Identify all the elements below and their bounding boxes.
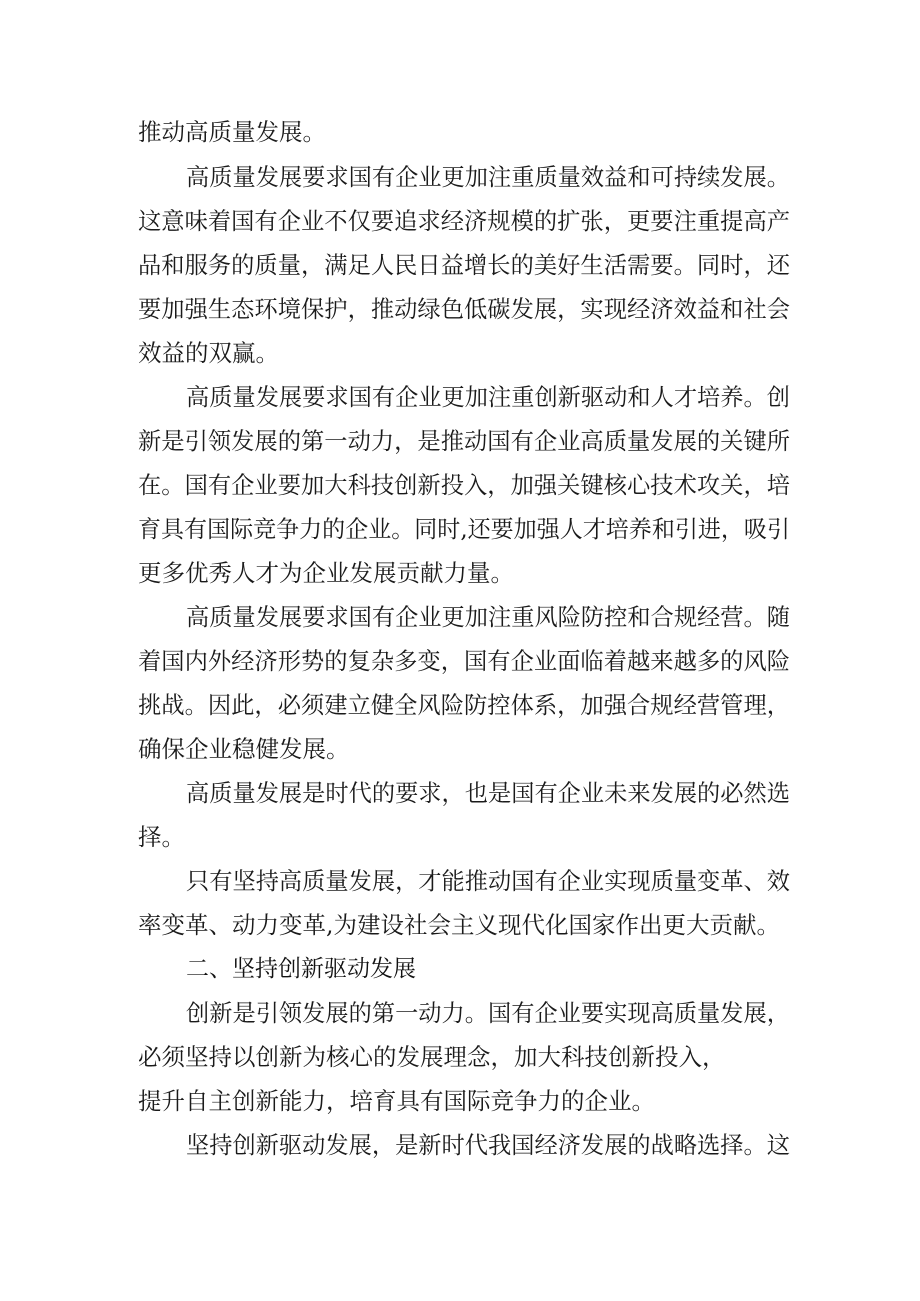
line-text: 择。	[138, 823, 185, 851]
paragraph-line	[0, 1035, 920, 1079]
line-text: 提升自主创新能力，培育具有国际竞争力的企业。	[138, 1087, 655, 1115]
line-text: 必须坚持以创新为核心的发展理念，加大科技创新投入，	[138, 1043, 726, 1071]
line-text: 只有坚持高质量发展，才能推动国有企业实现质量变革、效	[186, 867, 790, 895]
paragraph-line	[0, 155, 920, 199]
paragraph-line	[0, 419, 920, 463]
paragraph-line	[0, 110, 920, 154]
line-text: 坚持创新驱动发展，是新时代我国经济发展的战略选择。这	[186, 1131, 790, 1159]
paragraph-line	[0, 903, 920, 947]
line-text: 更多优秀人才为企业发展贡献力量。	[138, 559, 514, 587]
paragraph-line	[0, 595, 920, 639]
paragraph-line	[0, 287, 920, 331]
section-heading-text: 二、坚持创新驱动发展	[186, 956, 416, 982]
paragraph-line	[0, 551, 920, 595]
paragraph-line	[0, 375, 920, 419]
paragraph-line	[0, 507, 920, 551]
line-text: 育具有国际竞争力的企业。同时,还要加强人才培养和引进，吸引	[138, 515, 790, 543]
paragraph-line	[0, 639, 920, 683]
paragraph-line	[0, 1079, 920, 1123]
line-text: 在。国有企业要加大科技创新投入，加强关键核心技术攻关，培	[138, 471, 791, 499]
line-text: 品和服务的质量，满足人民日益增长的美好生活需要。同时，还	[138, 251, 791, 279]
paragraph-line	[0, 243, 920, 287]
paragraph-line	[0, 727, 920, 771]
paragraph-line	[0, 199, 920, 243]
line-text: 率变革、动力变革,为建设社会主义现代化国家作出更大贡献。	[138, 911, 780, 939]
line-text: 高质量发展要求国有企业更加注重创新驱动和人才培养。创	[186, 383, 790, 411]
paragraph-line	[0, 815, 920, 859]
line-text: 要加强生态环境保护，推动绿色低碳发展，实现经济效益和社会	[138, 295, 791, 323]
line-text: 高质量发展要求国有企业更加注重质量效益和可持续发展。	[186, 163, 790, 191]
paragraph-line	[0, 331, 920, 375]
line-text: 新是引领发展的第一动力，是推动国有企业高质量发展的关键所	[138, 427, 791, 455]
line-text: 创新是引领发展的第一动力。国有企业要实现高质量发展，	[186, 999, 790, 1027]
line-text: 高质量发展是时代的要求，也是国有企业未来发展的必然选	[186, 779, 790, 807]
paragraph-line	[0, 859, 920, 903]
paragraph-line	[0, 1123, 920, 1167]
line-text: 挑战。因此，必须建立健全风险防控体系，加强合规经营管理，	[138, 691, 791, 719]
line-text: 确保企业稳健发展。	[138, 735, 350, 763]
section-heading	[0, 947, 920, 991]
line-text: 着国内外经济形势的复杂多变，国有企业面临着越来越多的风险	[138, 647, 791, 675]
line-text: 推动高质量发展。	[138, 118, 326, 146]
paragraph-line	[0, 463, 920, 507]
paragraph-line	[0, 771, 920, 815]
paragraph-line	[0, 991, 920, 1035]
line-text: 高质量发展要求国有企业更加注重风险防控和合规经营。随	[186, 603, 790, 631]
paragraph-line	[0, 683, 920, 727]
line-text: 这意味着国有企业不仅要追求经济规模的扩张，更要注重提高产	[138, 207, 791, 235]
line-text: 效益的双赢。	[138, 339, 279, 367]
